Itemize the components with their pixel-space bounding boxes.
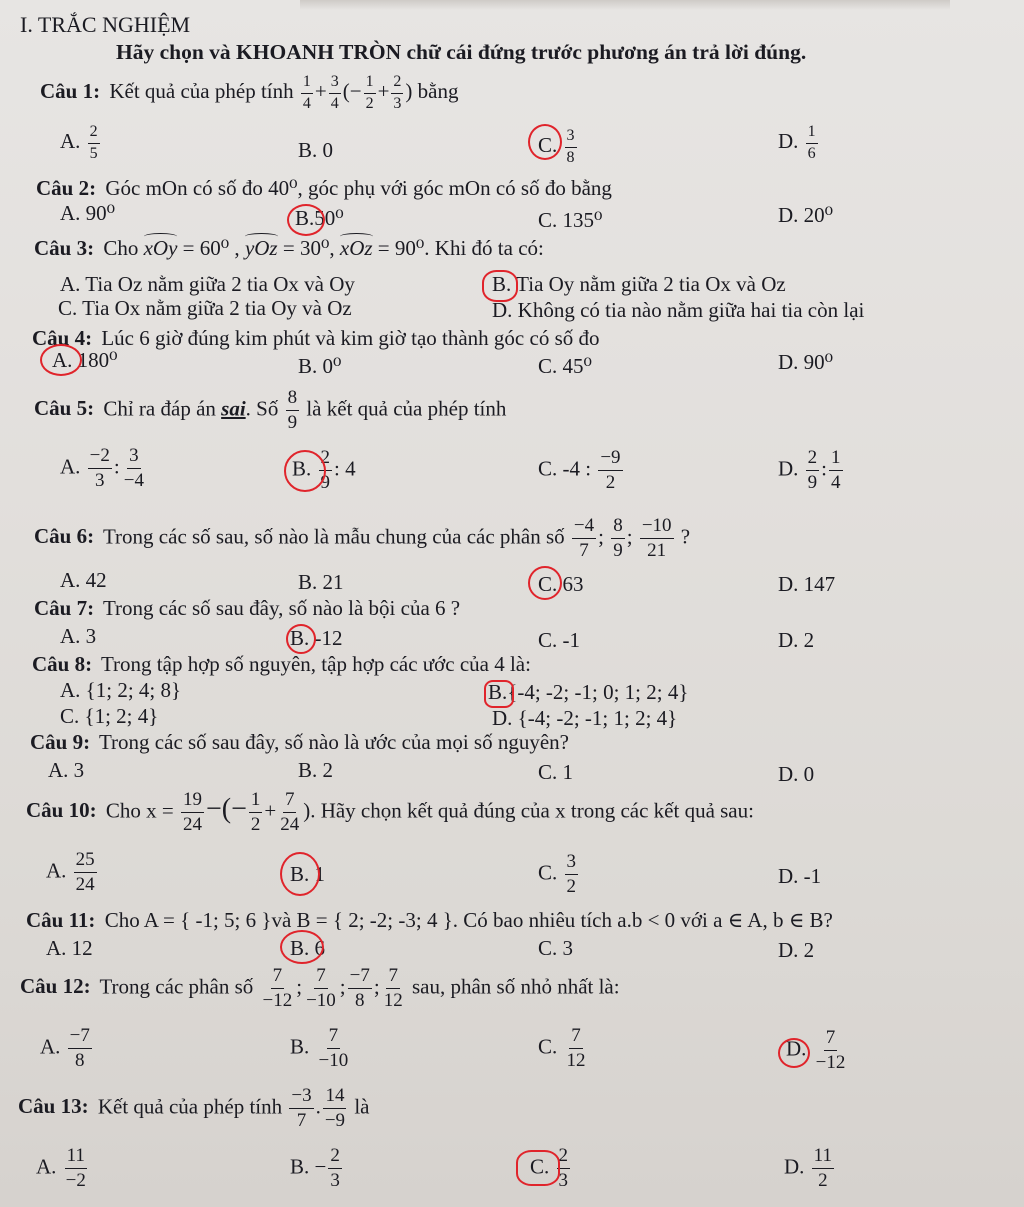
q7-option-d[interactable]: D. 2 xyxy=(778,628,815,652)
q7-option-a[interactable]: A. 3 xyxy=(60,624,97,648)
fraction: $\frac{1}{4}$ xyxy=(302,73,311,112)
q2-option-d[interactable]: D. 20⁰ xyxy=(778,203,834,227)
q2-option-c[interactable]: C. 135⁰ xyxy=(538,208,603,232)
fraction: $\frac{8}{9}$ xyxy=(287,387,298,433)
q7-option-c[interactable]: C. -1 xyxy=(538,628,581,652)
fraction: $\frac{1}{2}$ xyxy=(365,73,374,112)
q8-option-c[interactable]: C. {1; 2; 4} xyxy=(60,704,159,728)
question-10: Câu 10: Cho x = $\frac{19}{24}$ −(− $\frac{1}{2}$ + $\frac{7}{24}$ ). Hãy chọn kết quả đúng của x trong các kết quả sau: xyxy=(26,789,754,835)
q4-option-c[interactable]: C. 45⁰ xyxy=(538,354,592,378)
question-7: Câu 7: Trong các số sau đây, số nào là bội của 6 ? xyxy=(34,596,461,620)
q2-option-a[interactable]: A. 90⁰ xyxy=(60,201,116,225)
q4-option-b[interactable]: B. 0⁰ xyxy=(298,354,342,378)
angle-xoz: xOz xyxy=(339,236,373,260)
q1-option-d[interactable]: D. $\frac{1}{6}$ xyxy=(778,123,816,162)
q12-option-d[interactable]: D. $\frac{7}{-12}$ xyxy=(786,1027,846,1073)
question-2: Câu 2: Góc mOn có số đo 40⁰, góc phụ với góc mOn có số đo bằng xyxy=(36,176,612,200)
question-6: Câu 6: Trong các số sau, số nào là mẫu chung của các phân số $\frac{-4}{7}$ ; $\frac{8}{9}$ ; $\frac{-10}{21}$ ? xyxy=(34,515,691,561)
section-title: I. TRẮC NGHIỆM xyxy=(20,12,191,37)
q11-option-a[interactable]: A. 12 xyxy=(46,936,93,960)
q5-option-d[interactable]: D. $\frac{2}{9}$ : $\frac{1}{4}$ xyxy=(778,447,841,493)
angle-xoy: xOy xyxy=(143,236,178,260)
q11-option-d[interactable]: D. 2 xyxy=(778,938,815,962)
angle-yoz: yOz xyxy=(244,236,278,260)
q11-option-b[interactable]: B. 6 xyxy=(290,936,326,960)
q9-option-c[interactable]: C. 1 xyxy=(538,760,574,784)
q13-option-b[interactable]: B. − $\frac{2}{3}$ xyxy=(290,1145,340,1191)
q13-option-c[interactable]: C. $\frac{2}{3}$ xyxy=(530,1145,569,1191)
question-3: Câu 3: Cho xOy = 60⁰ , yOz = 30⁰, xOz = 90⁰. Khi đó ta có: xyxy=(34,236,544,260)
q10-option-c[interactable]: C. $\frac{3}{2}$ xyxy=(538,851,577,897)
q5-option-b[interactable]: B. $\frac{2}{9}$ : 4 xyxy=(292,447,356,493)
question-13: Câu 13: Kết quả của phép tính $\frac{-3}{7}$ . $\frac{14}{-9}$ là xyxy=(18,1085,370,1131)
q12-option-c[interactable]: C. $\frac{7}{12}$ xyxy=(538,1025,586,1071)
question-1: Câu 1: Kết quả của phép tính $\frac{1}{4}$ + $\frac{3}{4}$ (− $\frac{1}{2}$ + $\frac{2}{3}$ ) bằng xyxy=(40,73,459,112)
q9-option-d[interactable]: D. 0 xyxy=(778,762,815,786)
q5-option-a[interactable]: A. $\frac{-2}{3}$ : $\frac{3}{-4}$ xyxy=(60,445,144,491)
q1-option-c[interactable]: C. $\frac{3}{8}$ xyxy=(538,127,575,166)
q9-option-b[interactable]: B. 2 xyxy=(298,758,334,782)
q1-option-a[interactable]: A. $\frac{2}{5}$ xyxy=(60,123,98,162)
q4-option-a[interactable]: A. 180⁰ xyxy=(52,348,118,372)
q10-option-b[interactable]: B. 1 xyxy=(290,862,326,886)
question-9: Câu 9: Trong các số sau đây, số nào là ước của mọi số nguyên? xyxy=(30,730,569,754)
q6-option-a[interactable]: A. 42 xyxy=(60,568,107,592)
question-11: Câu 11: Cho A = { -1; 5; 6 }và B = { 2; -2; -3; 4 }. Có bao nhiêu tích a.b < 0 với a ∈ A, b ∈ B? xyxy=(26,908,833,932)
q3-option-d[interactable]: D. Không có tia nào nằm giữa hai tia còn lại xyxy=(492,298,865,322)
q3-option-b[interactable]: B. Tia Oy nằm giữa 2 tia Ox và Oz xyxy=(492,272,786,296)
q3-option-a[interactable]: A. Tia Oz nằm giữa 2 tia Ox và Oy xyxy=(60,272,355,296)
fraction: $\frac{2}{3}$ xyxy=(393,73,402,112)
top-edge-shadow xyxy=(300,0,950,10)
q6-option-d[interactable]: D. 147 xyxy=(778,572,836,596)
question-12: Câu 12: Trong các phân số $\frac{7}{-12}$ ; $\frac{7}{-10}$ ; $\frac{-7}{8}$ ; $\frac{7}{12}$ sau, phân số nhỏ nhất là: xyxy=(20,965,620,1011)
instruction: Hãy chọn và KHOANH TRÒN chữ cái đứng trước phương án trả lời đúng. xyxy=(116,40,807,64)
q8-option-d[interactable]: D. {-4; -2; -1; 1; 2; 4} xyxy=(492,706,678,730)
q9-option-a[interactable]: A. 3 xyxy=(48,758,85,782)
q13-option-d[interactable]: D. $\frac{11}{2}$ xyxy=(784,1145,832,1191)
question-5: Câu 5: Chỉ ra đáp án sai. Số $\frac{8}{9}$ là kết quả của phép tính xyxy=(34,387,507,433)
q13-option-a[interactable]: A. $\frac{11}{-2}$ xyxy=(36,1145,86,1191)
q6-option-b[interactable]: B. 21 xyxy=(298,570,344,594)
q10-option-a[interactable]: A. $\frac{25}{24}$ xyxy=(46,849,95,895)
q1-option-b[interactable]: B. 0 xyxy=(298,138,334,162)
q7-option-b[interactable]: B. -12 xyxy=(290,626,343,650)
q12-option-b[interactable]: B. $\frac{7}{-10}$ xyxy=(290,1025,349,1071)
question-label: Câu 1: xyxy=(40,79,101,104)
q8-option-a[interactable]: A. {1; 2; 4; 8} xyxy=(60,678,182,702)
question-4: Câu 4: Lúc 6 giờ đúng kim phút và kim giờ tạo thành góc có số đo xyxy=(32,326,600,350)
fraction: $\frac{3}{4}$ xyxy=(330,73,339,112)
q2-option-b[interactable]: B.50⁰ xyxy=(295,206,344,230)
q8-option-b[interactable]: B.{-4; -2; -1; 0; 1; 2; 4} xyxy=(488,680,689,704)
q10-option-d[interactable]: D. -1 xyxy=(778,864,822,888)
q12-option-a[interactable]: A. $\frac{-7}{8}$ xyxy=(40,1025,90,1071)
question-text: Kết quả của phép tính xyxy=(109,79,294,104)
question-8: Câu 8: Trong tập hợp số nguyên, tập hợp các ước của 4 là: xyxy=(32,652,531,676)
q3-option-c[interactable]: C. Tia Ox nằm giữa 2 tia Oy và Oz xyxy=(58,296,352,320)
q6-option-c[interactable]: C. 63 xyxy=(538,572,584,596)
q5-option-c[interactable]: C. -4 : $\frac{-9}{2}$ xyxy=(538,447,621,493)
q4-option-d[interactable]: D. 90⁰ xyxy=(778,350,834,374)
q11-option-c[interactable]: C. 3 xyxy=(538,936,574,960)
